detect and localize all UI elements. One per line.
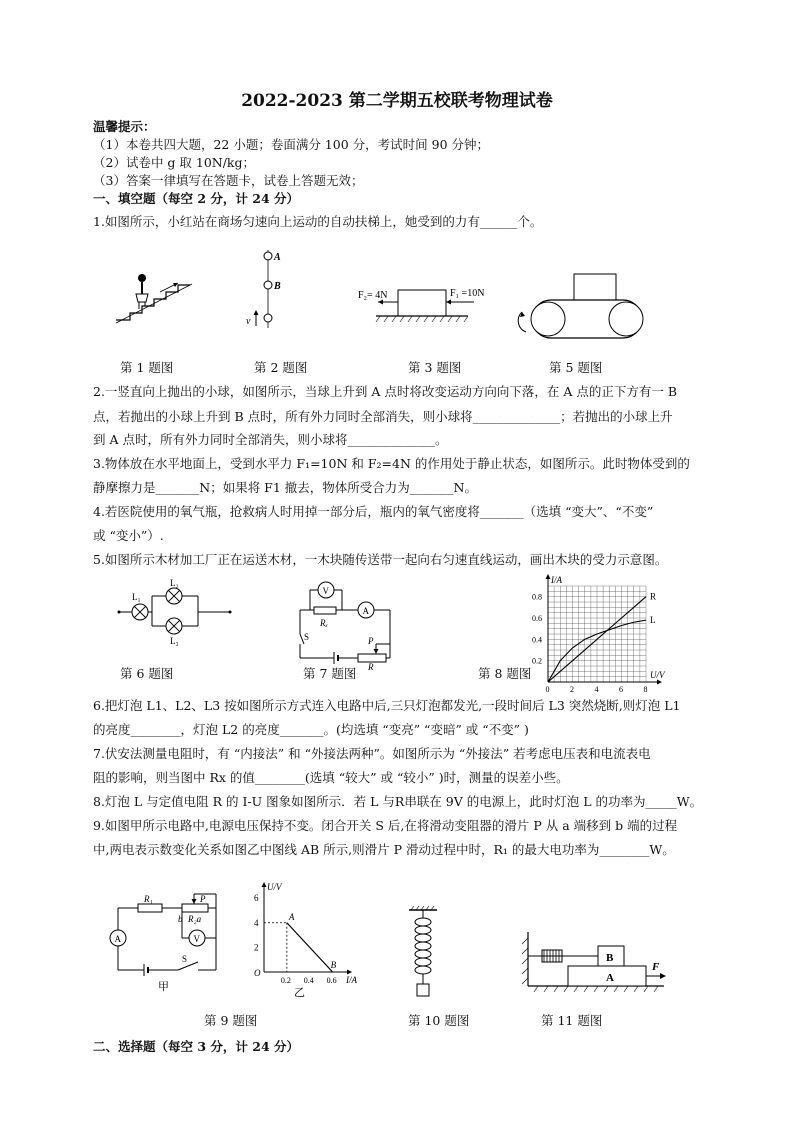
page-title: 2022-2023 第二学期五校联考物理试卷 — [241, 91, 553, 111]
question-4-line-2: 或 “变小”）. — [93, 528, 164, 543]
caption-q8: 第 8 题图 — [478, 666, 532, 681]
label-block-a: A — [606, 972, 614, 984]
label-r1: R₁ — [144, 894, 153, 904]
figure-q10-spring — [405, 906, 441, 1000]
y-tick-label: 0.8 — [532, 592, 542, 602]
label-a: A — [114, 934, 121, 944]
question-3-line-2: 静摩擦力是_______N；如果将 F1 撤去，物体所受合力为_______N。 — [93, 480, 477, 495]
figure-q7-circuit — [288, 578, 403, 670]
x-tick-label: 8 — [643, 685, 648, 694]
series-line-AB — [287, 923, 333, 972]
chart-caption: 乙 — [294, 987, 305, 999]
label-v: v — [246, 316, 251, 327]
x-axis-arrow — [657, 680, 662, 685]
label-s: S — [304, 632, 310, 642]
origin-label: O — [254, 968, 261, 978]
caption-q10: 第 10 题图 — [408, 1013, 470, 1028]
label-rx: Rₓ — [320, 618, 329, 628]
label-a: A — [362, 606, 369, 616]
question-2-line-1: 2.一竖直向上抛出的小球，如图所示，当球上升到 A 点时将改变运动方向向下落，在 A 点的正下方有一 B — [93, 384, 678, 399]
x-axis-arrow — [347, 970, 352, 975]
caption-q5: 第 5 题图 — [549, 360, 603, 375]
chart-q8-iu-graph — [530, 574, 672, 694]
x-tick-label: 0 — [545, 685, 550, 694]
x-tick-label: 0.6 — [326, 976, 337, 985]
y-tick-label: 4 — [254, 917, 259, 928]
label-force-f: F — [652, 961, 660, 973]
x-axis-label: I/A — [346, 975, 357, 985]
section-1-heading: 一、填空题（每空 2 分，计 24 分） — [93, 191, 300, 206]
chart-q9-ui-graph — [240, 880, 362, 1000]
label-r2a: R₂a — [188, 914, 202, 924]
x-tick-label: 4 — [594, 685, 599, 694]
x-tick-label: 2 — [570, 685, 574, 694]
label-s: S — [182, 954, 188, 964]
label-p: P — [368, 636, 374, 646]
caption-q1: 第 1 题图 — [120, 360, 174, 375]
question-9-line-2: 中,两电表示数变化关系如图乙中图线 AB 所示,则滑片 P 滑动过程中时，R₁ 的最大电功率为________W。 — [93, 842, 675, 857]
question-8: 8.灯泡 L 与定值电阻 R 的 I-U 图象如图所示．若 L 与R串联在 9V 的电源上，此时灯泡 L 的功率为_____W。 — [93, 794, 703, 809]
question-5: 5.如图所示木材加工厂正在运送木材，一木块随传送带一起向右匀速直线运动，画出木块的受力示意图。 — [93, 552, 668, 567]
caption-q11: 第 11 题图 — [541, 1013, 603, 1028]
question-6-line-2: 的亮度________，灯泡 L2 的亮度_______。(均选填 “变亮” “变暗” 或 “不变” ) — [93, 722, 529, 737]
series-label-R: R — [650, 591, 657, 602]
figure-q11-blocks — [518, 928, 668, 994]
question-4-line-1: 4.若医院使用的氧气瓶，抢救病人时用掉一部分后，瓶内的氧气密度将_______（选填 “变大”、“不变” — [93, 504, 654, 519]
question-1: 1.如图所示，小红站在商场匀速向上运动的自动扶梯上，她受到的力有______个。 — [93, 214, 543, 229]
question-3-line-1: 3.物体放在水平地面上，受到水平力 F₁=10N 和 F₂=4N 的作用处于静止状态，如图所示。此时物体受到的 — [93, 456, 690, 471]
label-v: V — [193, 934, 200, 944]
y-tick-label: 6 — [254, 893, 259, 904]
label-block-b: B — [606, 952, 614, 964]
label-p: P — [200, 894, 206, 904]
tips-heading: 温馨提示： — [93, 119, 156, 134]
label-a: A — [274, 252, 281, 263]
question-2-line-3: 到 A 点时，所有外力同时全部消失，则小球将______________。 — [93, 432, 448, 447]
tip-2: （2）试卷中 g 取 10N/kg； — [93, 155, 256, 170]
caption-jia: 甲 — [158, 981, 169, 993]
label-f1: F₁ =10N — [450, 288, 485, 299]
y-axis-label: I/A — [551, 575, 562, 585]
figure-q5-conveyor — [512, 272, 662, 344]
label-r: R — [368, 662, 374, 670]
caption-q6: 第 6 题图 — [120, 666, 174, 681]
y-tick-label: 0.2 — [532, 656, 542, 666]
caption-q9: 第 9 题图 — [204, 1013, 258, 1028]
tip-1: （1）本卷共四大题，22 小题；卷面满分 100 分，考试时间 90 分钟； — [93, 137, 489, 152]
caption-q2: 第 2 题图 — [254, 360, 308, 375]
question-6-line-1: 6.把灯泡 L1、L2、L3 按如图所示方式连入电路中后,三只灯泡都发光,一段时间后 L3 突然烧断,则灯泡 L1 — [93, 698, 681, 713]
x-axis-label: U/V — [650, 670, 665, 680]
label-b: b — [178, 914, 183, 924]
label-b: B — [274, 281, 281, 292]
y-tick-label: 0.6 — [532, 614, 542, 623]
question-9-line-1: 9.如图甲所示电路中,电源电压保持不变。闭合开关 S 后,在将滑动变阻器的滑片 P 从 a 端移到 b 端的过程 — [93, 818, 678, 833]
y-axis-arrow — [262, 882, 267, 887]
label-f2: F₂= 4N — [358, 290, 388, 301]
y-axis-label: U/V — [267, 882, 282, 892]
section-2-heading: 二、选择题（每空 3 分，计 24 分） — [93, 1039, 300, 1054]
point-label-a: A — [288, 911, 295, 922]
question-7-line-2: 阻的影响，则当图中 Rx 的值________(选填 “较大” 或 “较小” )时，测量的误差小些。 — [93, 770, 569, 785]
point-label-b: B — [330, 960, 337, 970]
question-2-line-2: 点，若抛出的小球上升到 B 点时，所有外力同时全部消失，则小球将______________；若抛出的小球上升 — [93, 409, 673, 424]
figure-q2-ball — [238, 248, 298, 330]
x-tick-label: 0.2 — [280, 976, 291, 985]
y-tick-label: 2 — [254, 942, 259, 953]
label-l2: L₂ — [170, 578, 179, 588]
y-axis-arrow — [546, 574, 551, 579]
label-v: V — [322, 586, 329, 596]
figure-q9-circuit-jia — [108, 890, 228, 994]
question-7-line-1: 7.伏安法测量电阻时，有 “内接法” 和 “外接法两种”。如图所示为 “外接法” 若考虑电压表和电流表电 — [93, 746, 651, 761]
figure-q3-block — [356, 280, 496, 328]
label-l1: L₁ — [132, 592, 141, 602]
x-tick-label: 6 — [619, 685, 623, 694]
caption-q7: 第 7 题图 — [303, 666, 357, 681]
y-tick-label: 0.4 — [532, 635, 542, 645]
tip-3: （3）答案一律填写在答题卡，试卷上答题无效； — [93, 173, 364, 188]
x-tick-label: 0.4 — [303, 976, 314, 985]
figure-q1-escalator — [112, 268, 204, 326]
figure-q6-circuit — [116, 578, 236, 648]
series-label-L: L — [650, 615, 656, 626]
caption-q3: 第 3 题图 — [408, 360, 462, 375]
label-l3: L₃ — [170, 636, 179, 646]
